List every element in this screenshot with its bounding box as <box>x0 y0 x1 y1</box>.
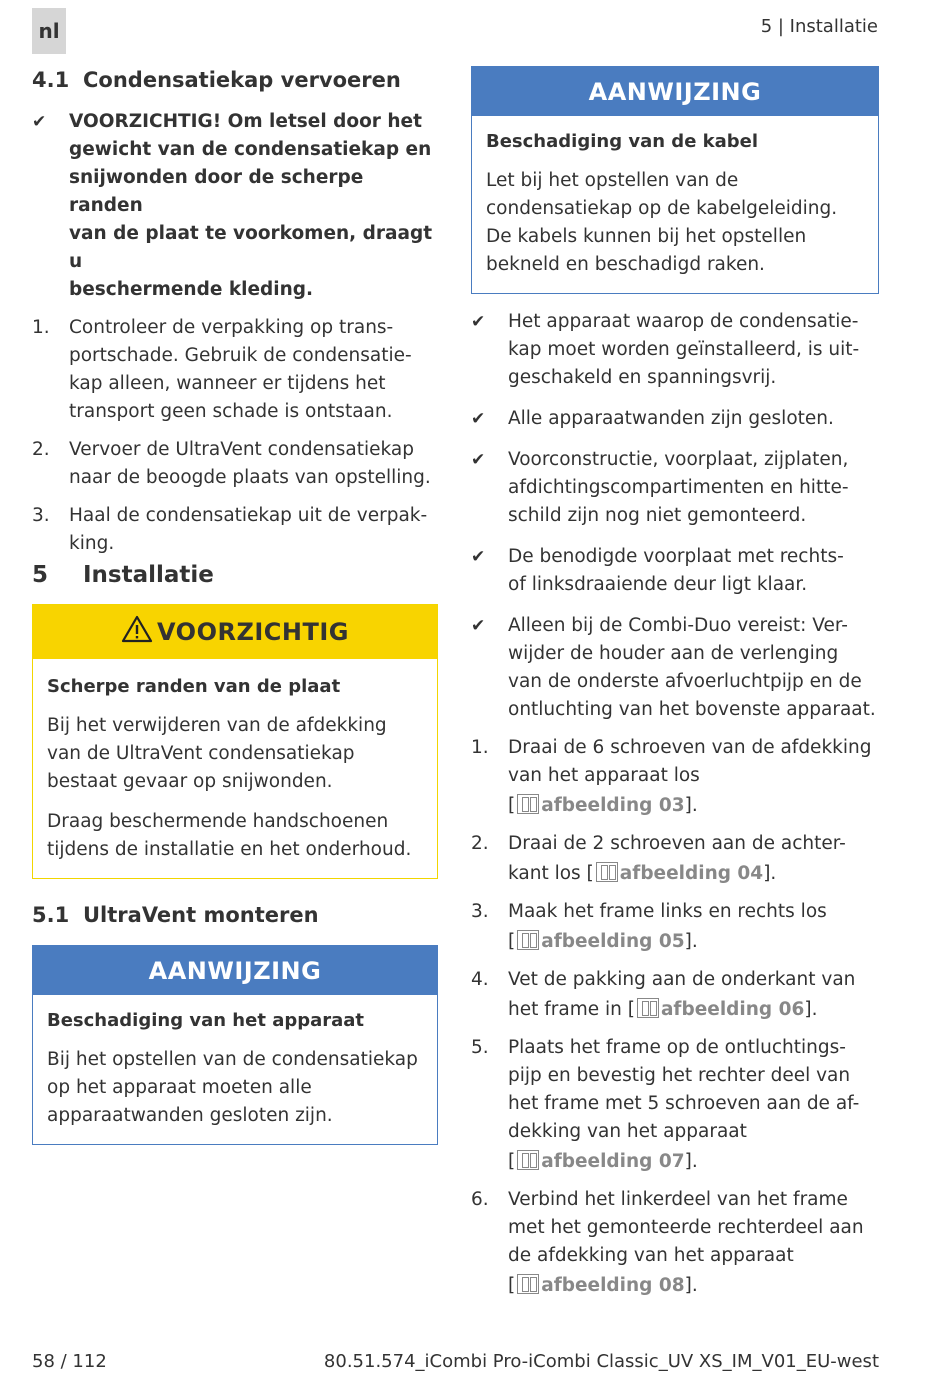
note-header: AANWIJZING <box>33 946 437 995</box>
check-icon: ✔ <box>471 409 486 429</box>
note-paragraph: Let bij het opstellen van de condensatiekap op de kabelgeleiding. De kabels kunnen bij het opstellen bekneld en beschadigd raken. <box>486 170 838 275</box>
step-number: 3. <box>471 901 489 922</box>
heading-number: 5 <box>32 562 49 588</box>
figure-reference-icon <box>596 862 618 882</box>
figure-reference-icon <box>517 1274 539 1294</box>
prerequisite-item: ✔ Alleen bij de Combi-Duo vereist: Ver- wijder de houder aan de verlenging van de onderste afvoerluchtpijp en de ontluchting van het bovenste apparaat. <box>471 612 879 724</box>
step-number: 6. <box>471 1189 489 1210</box>
check-icon: ✔ <box>471 616 486 636</box>
warning-title: Scherpe randen van de plaat <box>47 676 341 697</box>
step-number: 2. <box>32 439 50 460</box>
figure-link[interactable]: afbeelding 06 <box>660 999 805 1020</box>
left-column <box>32 66 438 1145</box>
step-number: 3. <box>32 505 50 526</box>
caution-text: VOORZICHTIG! Om letsel door het gewicht van de condensatiekap en snijwonden door de scherpe randen van de plaat te voorkomen, draagt u beschermende kleding. <box>69 111 433 300</box>
heading-number: 5.1 <box>32 903 70 927</box>
list-item: 4. Vet de pakking aan de onderkant van het frame in [ afbeelding 06]. <box>471 966 879 1024</box>
note-box <box>32 945 438 1145</box>
check-icon: ✔ <box>32 112 47 132</box>
heading-title: Installatie <box>83 562 214 588</box>
list-item: 6. Verbind het linkerdeel van het frame met het gemonteerde rechterdeel aan de afdekking van het apparaat [ afbeelding 08]. <box>471 1186 879 1300</box>
figure-link[interactable]: afbeelding 04 <box>619 863 764 884</box>
caution-item <box>32 108 438 304</box>
note-title: Beschadiging van de kabel <box>486 131 759 152</box>
heading-title: Condensatiekap vervoeren <box>83 68 401 92</box>
document-id: 80.51.574_iCombi Pro-iCombi Classic_UV XS_IM_V01_EU-west <box>323 1351 879 1372</box>
note-title: Beschadiging van het apparaat <box>47 1010 365 1031</box>
step-number: 5. <box>471 1037 489 1058</box>
list-item: 3. Haal de condensatiekap uit de verpak- king. <box>32 502 438 558</box>
warning-header: VOORZICHTIG <box>33 605 437 659</box>
warning-paragraph: Draag beschermende handschoenen tijdens de installatie en het onderhoud. <box>47 811 412 860</box>
step-number: 1. <box>32 317 50 338</box>
figure-link[interactable]: afbeelding 07 <box>541 1151 685 1172</box>
language-tab: nl <box>32 8 66 54</box>
figure-link[interactable]: afbeelding 03 <box>541 795 685 816</box>
check-icon: ✔ <box>471 450 486 470</box>
step-number: 4. <box>471 969 489 990</box>
step-number: 1. <box>471 737 489 758</box>
list-item: 2. Vervoer de UltraVent condensatiekap naar de beoogde plaats van opstelling. <box>32 436 438 492</box>
list-item: 3. Maak het frame links en rechts los [ afbeelding 05]. <box>471 898 879 956</box>
note-box <box>471 66 879 294</box>
note-paragraph: Bij het opstellen van de condensatiekap op het apparaat moeten alle apparaatwanden gesloten zijn. <box>47 1049 418 1126</box>
prerequisite-item: ✔ Voorconstructie, voorplaat, zijplaten, afdichtingscompartimenten en hitte- schild zijn nog niet gemonteerd. <box>471 446 879 530</box>
step-number: 2. <box>471 833 489 854</box>
warning-triangle-icon <box>121 615 153 649</box>
warning-body <box>33 659 437 878</box>
figure-link[interactable]: afbeelding 08 <box>541 1275 685 1296</box>
heading-5 <box>32 560 438 590</box>
heading-title: UltraVent monteren <box>83 903 319 927</box>
note-body <box>33 995 437 1144</box>
check-icon: ✔ <box>471 312 486 332</box>
prerequisite-item: ✔ Het apparaat waarop de condensatie- kap moet worden geïnstalleerd, is uit- geschakeld en spanningsvrij. <box>471 308 879 392</box>
list-item: 1. Draai de 6 schroeven van de afdekking van het apparaat los [ afbeelding 03]. <box>471 734 879 820</box>
figure-link[interactable]: afbeelding 05 <box>541 931 685 952</box>
prerequisite-item: ✔ Alle apparaatwanden zijn gesloten. <box>471 405 879 433</box>
prerequisite-item: ✔ De benodigde voorplaat met rechts- of linksdraaiende deur ligt klaar. <box>471 543 879 599</box>
figure-reference-icon <box>517 1150 539 1170</box>
page-number: 58 / 112 <box>32 1351 107 1372</box>
warning-paragraph: Bij het verwijderen van de afdekking van de UltraVent condensatiekap bestaat gevaar op snijwonden. <box>47 715 387 792</box>
right-column <box>471 66 879 1300</box>
list-item: 1. Controleer de verpakking op trans- portschade. Gebruik de condensatie- kap alleen, wanneer er tijdens het transport geen schade is ontstaan. <box>32 314 438 426</box>
note-header: AANWIJZING <box>472 67 878 116</box>
check-icon: ✔ <box>471 547 486 567</box>
heading-5-1 <box>32 901 438 929</box>
running-header: 5 | Installatie <box>760 16 878 37</box>
figure-reference-icon <box>637 998 659 1018</box>
figure-reference-icon <box>517 930 539 950</box>
warning-box <box>32 604 438 879</box>
list-item: 2. Draai de 2 schroeven aan de achter- kant los [ afbeelding 04]. <box>471 830 879 888</box>
figure-reference-icon <box>517 794 539 814</box>
note-body <box>472 116 878 293</box>
list-item: 5. Plaats het frame op de ontluchtings- pijp en bevestig het rechter deel van het frame met 5 schroeven aan de af- dekking van het apparaat [ afbeelding 07]. <box>471 1034 879 1176</box>
heading-number: 4.1 <box>32 68 70 92</box>
heading-4-1 <box>32 66 438 94</box>
